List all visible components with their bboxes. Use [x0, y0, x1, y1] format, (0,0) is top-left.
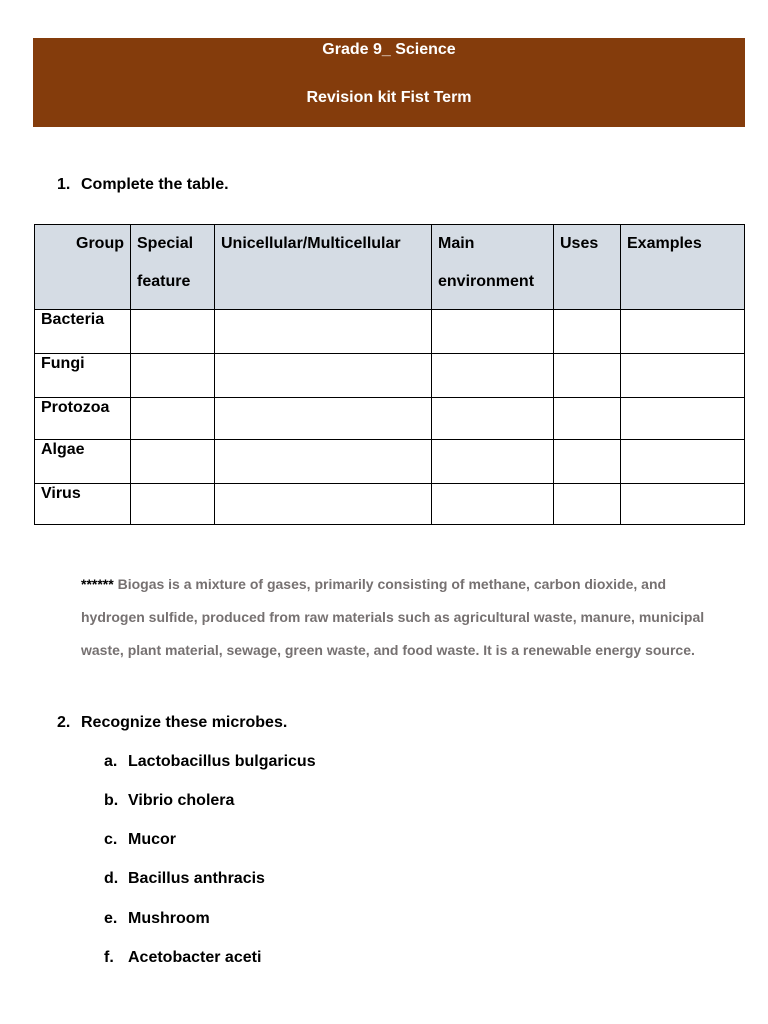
table-cell[interactable] [131, 354, 215, 398]
table-cell[interactable] [621, 310, 745, 354]
row-label-protozoa: Protozoa [35, 398, 131, 440]
title-revision-kit: Revision kit Fist Term [306, 89, 472, 106]
table-row [35, 354, 745, 398]
classification-table [34, 224, 745, 525]
table-cell[interactable] [215, 310, 432, 354]
biogas-note [81, 568, 731, 667]
table-row [35, 484, 745, 525]
table-row [35, 310, 745, 354]
note-asterisks: ****** [81, 576, 114, 592]
column-header-special-feature [131, 225, 215, 310]
table-cell[interactable] [621, 440, 745, 484]
microbe-name: Vibrio cholera [128, 792, 235, 809]
table-cell[interactable] [621, 354, 745, 398]
table-cell[interactable] [215, 354, 432, 398]
question-2-number: 2. [57, 714, 71, 731]
column-header-uses: Uses [554, 225, 621, 310]
column-header-examples: Examples [621, 225, 745, 310]
table-row [35, 398, 745, 440]
table-row [35, 440, 745, 484]
row-label-virus: Virus [35, 484, 131, 525]
table-cell[interactable] [131, 440, 215, 484]
column-header-special-feature-text: Special feature [137, 235, 194, 290]
question-2-text: Recognize these microbes. [81, 714, 288, 731]
item-letter: e. [104, 910, 118, 927]
column-header-cellularity: Unicellular/Multicellular [215, 225, 432, 310]
table-cell[interactable] [554, 484, 621, 525]
table-cell[interactable] [131, 484, 215, 525]
item-letter: b. [104, 792, 119, 809]
microbe-name: Mushroom [128, 910, 210, 927]
row-label-fungi: Fungi [35, 354, 131, 398]
table-cell[interactable] [131, 398, 215, 440]
table-cell[interactable] [215, 398, 432, 440]
table-cell[interactable] [215, 440, 432, 484]
item-letter: a. [104, 753, 118, 770]
table-header-row [35, 225, 745, 310]
table-cell[interactable] [215, 484, 432, 525]
table-cell[interactable] [621, 398, 745, 440]
microbe-name: Mucor [128, 831, 176, 848]
microbe-name: Lactobacillus bulgaricus [128, 753, 316, 770]
table-cell[interactable] [432, 398, 554, 440]
table-cell[interactable] [432, 440, 554, 484]
column-header-main-environment [432, 225, 554, 310]
table-cell[interactable] [554, 310, 621, 354]
title-grade: Grade 9_ Science [322, 41, 456, 58]
table-cell[interactable] [432, 310, 554, 354]
microbe-name: Bacillus anthracis [128, 870, 265, 887]
title-banner [33, 38, 745, 127]
table-cell[interactable] [432, 354, 554, 398]
row-label-algae: Algae [35, 440, 131, 484]
table-cell[interactable] [621, 484, 745, 525]
row-label-bacteria: Bacteria [35, 310, 131, 354]
question-1-number: 1. [57, 176, 71, 193]
note-text: Biogas is a mixture of gases, primarily consisting of methane, carbon dioxide, and hydrogen sulfide, produced from raw materials such as agricultural waste, manure, municipal waste, plant material, sewage, green waste, and food waste. It is a renewable energy source. [81, 576, 705, 658]
item-letter: c. [104, 831, 118, 848]
table-cell[interactable] [432, 484, 554, 525]
table-cell[interactable] [554, 354, 621, 398]
table-cell[interactable] [131, 310, 215, 354]
item-letter: f. [104, 949, 114, 966]
item-letter: d. [104, 870, 119, 887]
column-header-group: Group [35, 225, 131, 310]
table-cell[interactable] [554, 440, 621, 484]
table-cell[interactable] [554, 398, 621, 440]
column-header-main-environment-text: Main environment [438, 235, 535, 290]
question-1-text: Complete the table. [81, 176, 229, 193]
microbe-name: Acetobacter aceti [128, 949, 262, 966]
